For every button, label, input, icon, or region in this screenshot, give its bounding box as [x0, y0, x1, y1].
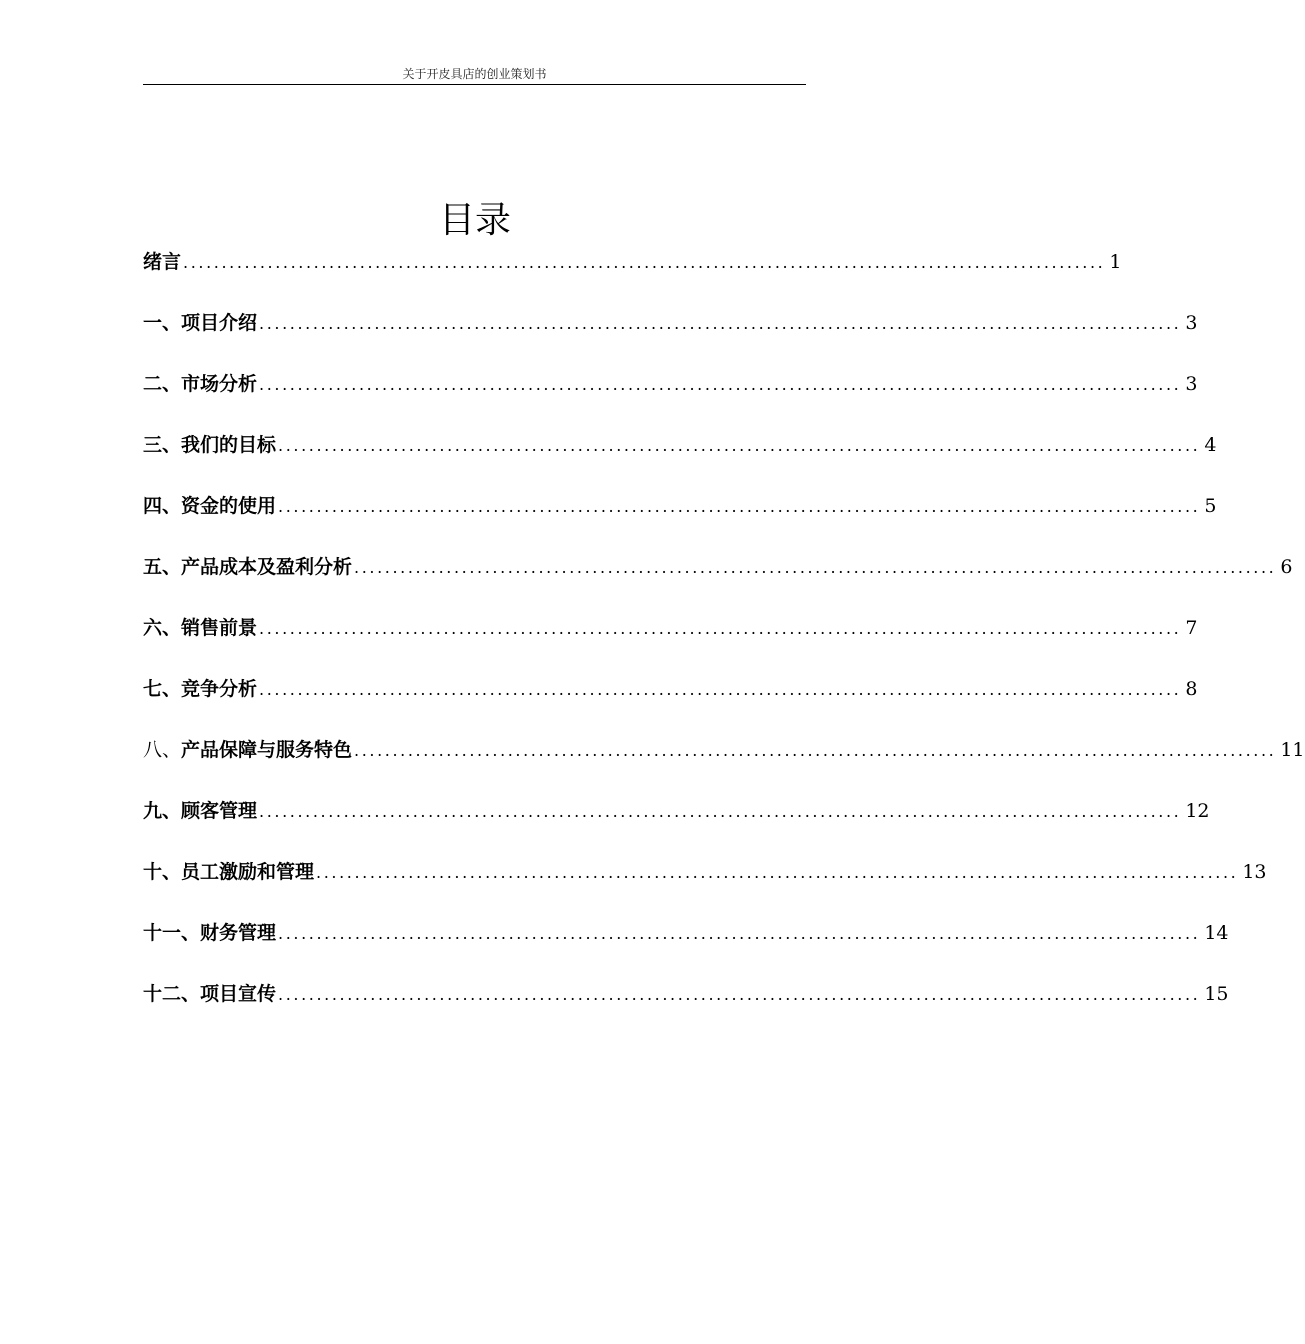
toc-entry-number: 十一、: [143, 922, 201, 944]
toc-entry-label: 产品成本及盈利分析: [181, 556, 353, 578]
toc-page-number: 6: [1280, 556, 1293, 578]
toc-entry-label: 员工激励和管理: [181, 861, 315, 883]
toc-entry-9[interactable]: [143, 795, 1210, 827]
toc-leader: ........................................................................................................................: [259, 802, 1182, 821]
toc-entry-number: 三、: [143, 434, 182, 456]
toc-page-number: 14: [1204, 922, 1229, 944]
toc-entry-number: 五、: [143, 556, 182, 578]
toc-entry-10[interactable]: [143, 856, 1267, 888]
toc-entry-label: 项目介绍: [181, 312, 258, 334]
toc-page-number: 15: [1204, 983, 1229, 1005]
toc-entry-2[interactable]: [143, 368, 1198, 400]
toc-title: 目录: [438, 200, 511, 242]
toc-entry-number: 九、: [143, 800, 182, 822]
toc-entry-label: 竞争分析: [181, 678, 258, 700]
toc-entry-number: 六、: [143, 617, 182, 639]
toc-entry-preface[interactable]: [143, 246, 1122, 278]
toc-entry-12[interactable]: [143, 978, 1229, 1010]
toc-leader: ........................................................................................................................: [183, 253, 1106, 272]
toc-entry-3[interactable]: [143, 429, 1217, 461]
toc-page-number: 13: [1242, 861, 1267, 883]
toc-entry-number: 一、: [143, 312, 182, 334]
toc-page-number: 8: [1185, 678, 1198, 700]
toc-entry-number: 十、: [143, 861, 182, 883]
toc-leader: ........................................................................................................................: [316, 863, 1239, 882]
toc-entry-number: 四、: [143, 495, 182, 517]
page-header: 关于开皮具店的创业策划书: [402, 67, 547, 81]
toc-entry-5[interactable]: [143, 551, 1293, 583]
toc-page-number: 3: [1185, 373, 1198, 395]
header-rule: [143, 84, 806, 85]
toc-leader: ........................................................................................................................: [259, 619, 1182, 638]
toc-entry-number: 二、: [143, 373, 182, 395]
toc-page-number: 4: [1204, 434, 1217, 456]
toc-page-number: 5: [1204, 495, 1217, 517]
toc-entry-label: 顾客管理: [181, 800, 258, 822]
toc-entry-label: 财务管理: [200, 922, 277, 944]
toc-entry-label: 资金的使用: [181, 495, 277, 517]
toc-page-number: 7: [1185, 617, 1198, 639]
toc-entry-label: 市场分析: [181, 373, 258, 395]
toc-page-number: 1: [1109, 251, 1122, 273]
toc-entry-7[interactable]: [143, 673, 1198, 705]
toc-entry-6[interactable]: [143, 612, 1198, 644]
toc-page-number: 11: [1280, 739, 1305, 761]
toc-entry-label: 我们的目标: [181, 434, 277, 456]
toc-leader: ........................................................................................................................: [278, 497, 1201, 516]
toc-entry-4[interactable]: [143, 490, 1217, 522]
toc-entry-number: 八、: [143, 739, 182, 761]
toc-entry-number: 十二、: [143, 983, 201, 1005]
toc-entry-label: 产品保障与服务特色: [181, 739, 353, 761]
toc-leader: ........................................................................................................................: [259, 680, 1182, 699]
toc-entry-label: 项目宣传: [200, 983, 277, 1005]
toc-leader: ........................................................................................................................: [354, 741, 1277, 760]
toc-entry-label: 销售前景: [181, 617, 258, 639]
toc-entry-8[interactable]: [143, 734, 1305, 766]
toc-leader: ........................................................................................................................: [354, 558, 1277, 577]
toc-page-number: 12: [1185, 800, 1210, 822]
toc-entry-11[interactable]: [143, 917, 1229, 949]
toc-leader: ........................................................................................................................: [278, 985, 1201, 1004]
toc-entry-1[interactable]: [143, 307, 1198, 339]
toc-leader: ........................................................................................................................: [278, 924, 1201, 943]
toc-leader: ........................................................................................................................: [259, 375, 1182, 394]
toc-entry-number: 七、: [143, 678, 182, 700]
toc-leader: ........................................................................................................................: [259, 314, 1182, 333]
toc-leader: ........................................................................................................................: [278, 436, 1201, 455]
toc-page-number: 3: [1185, 312, 1198, 334]
toc-entry-label: 绪言: [143, 251, 182, 273]
